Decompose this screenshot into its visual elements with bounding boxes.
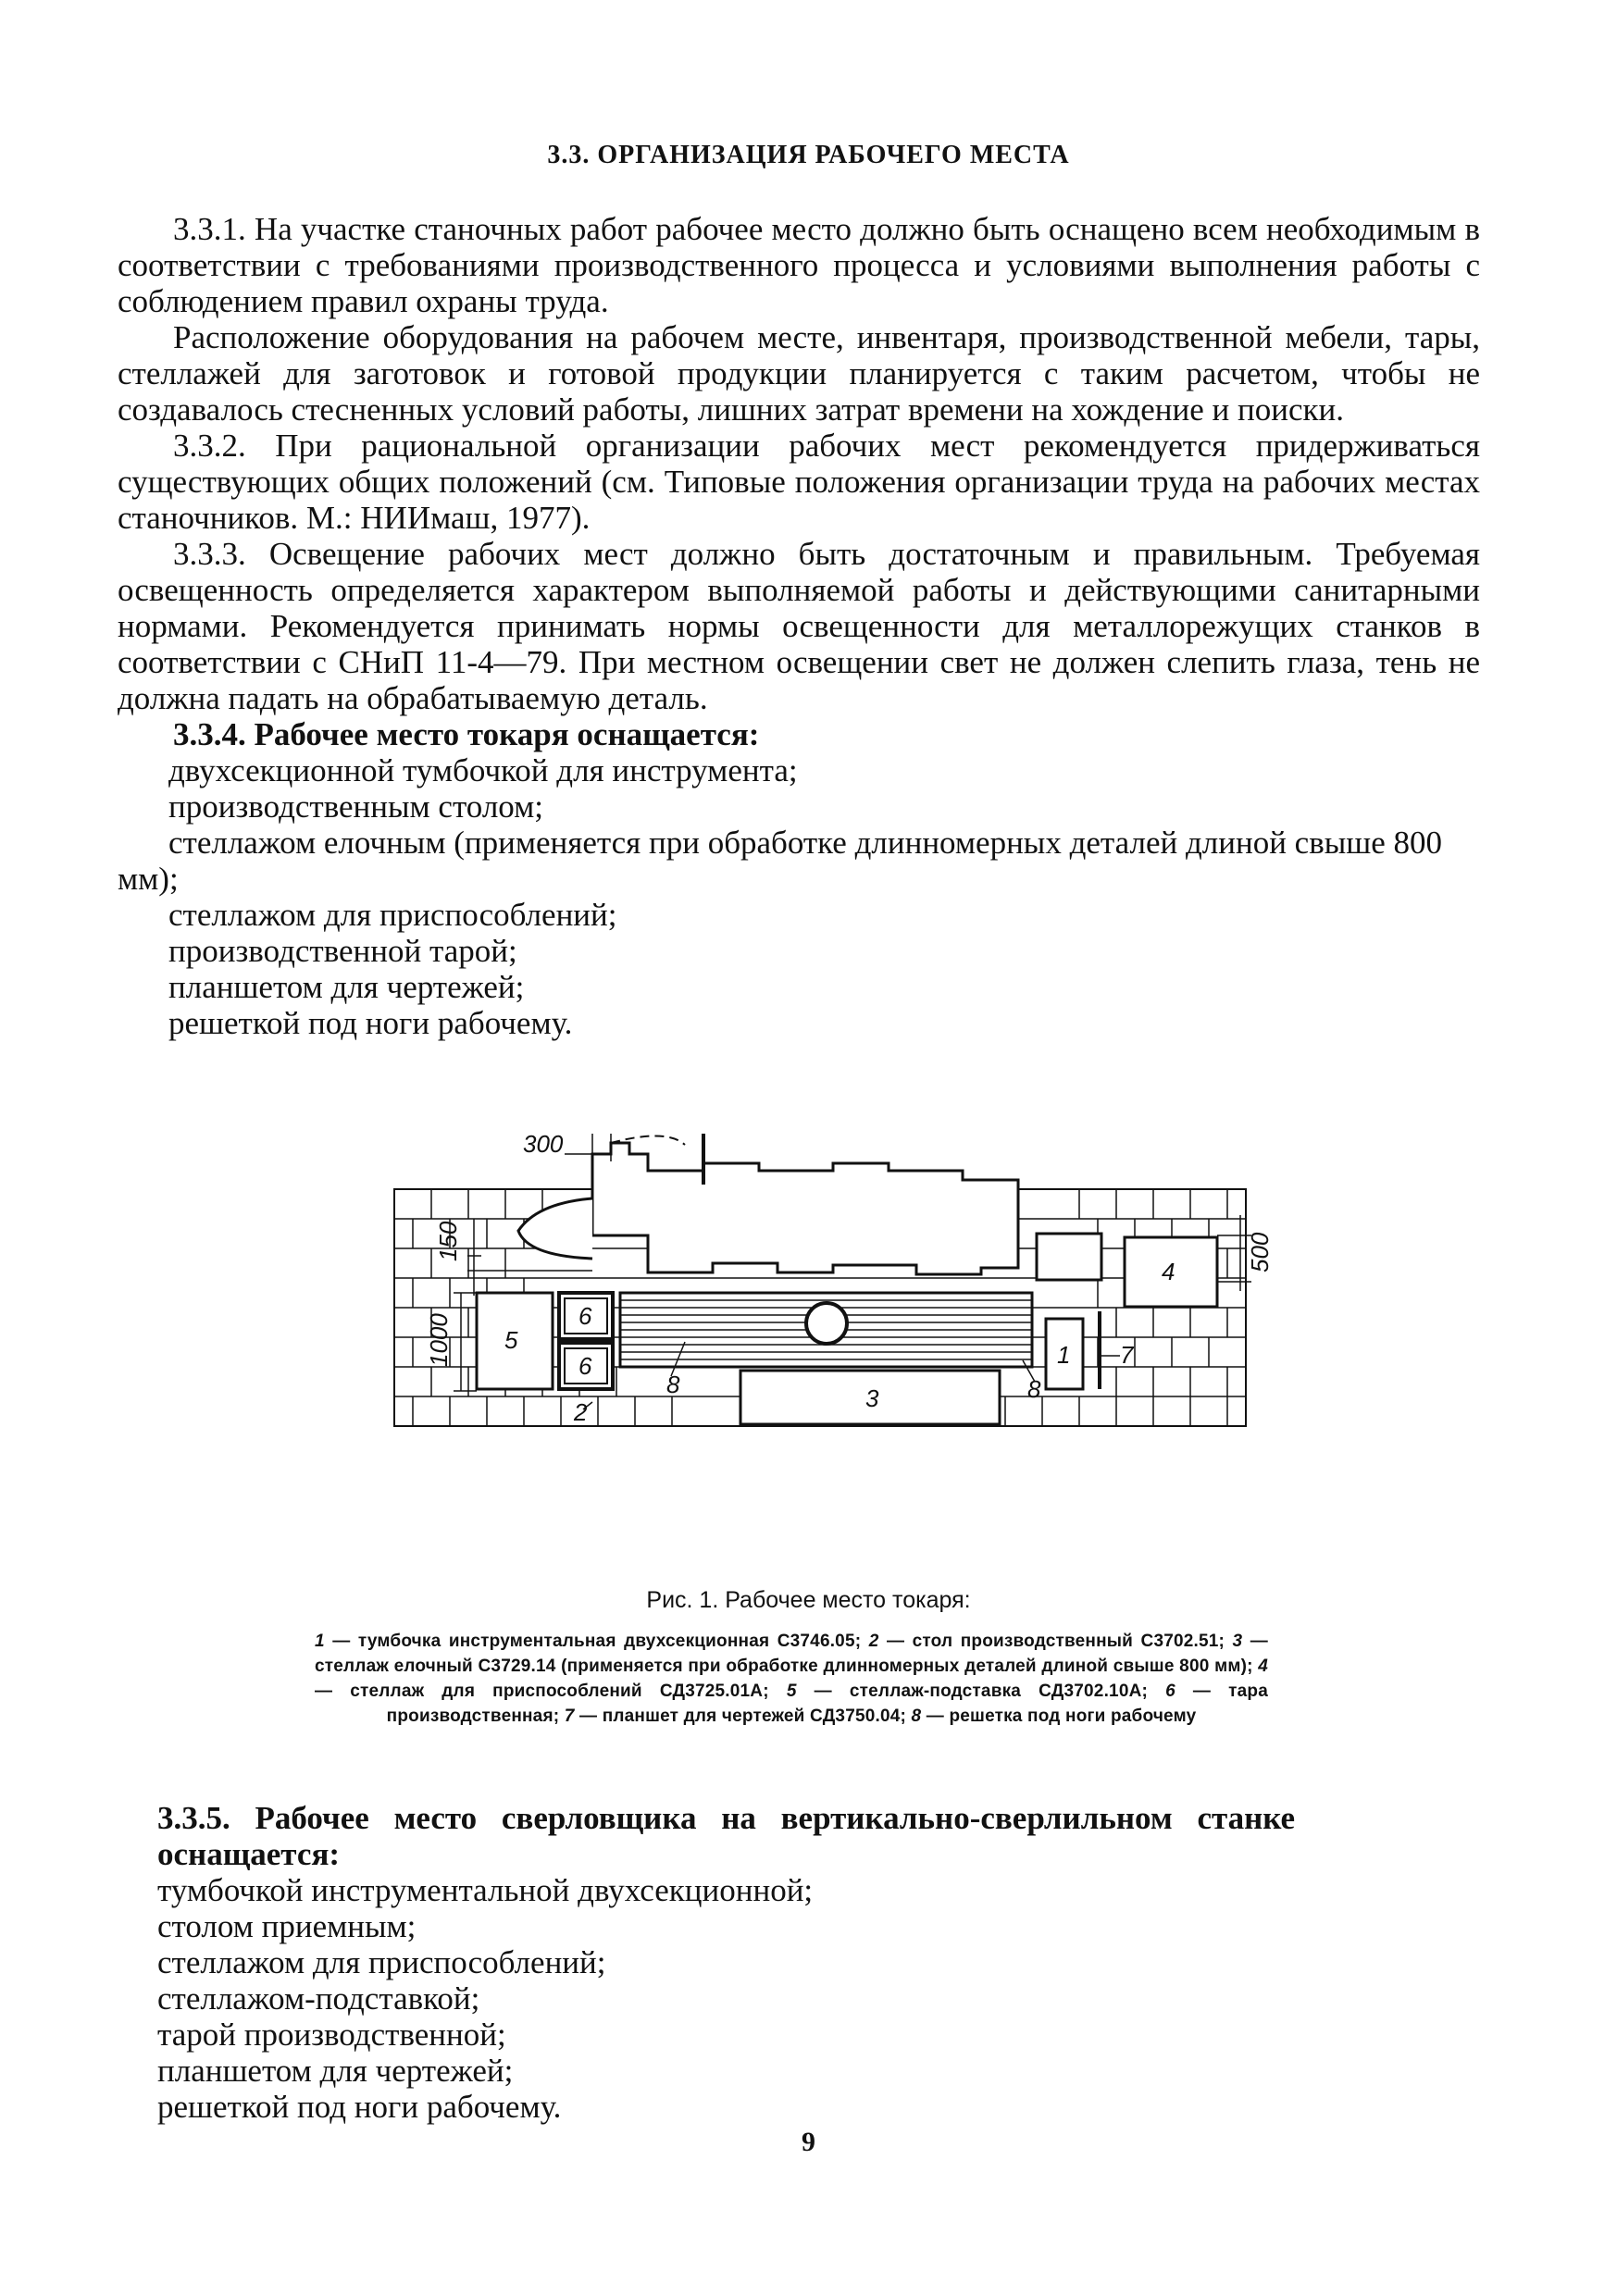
legend-text: — стеллаж-подставка СД3702.10А; xyxy=(796,1682,1166,1701)
paragraph-333: 3.3.3. Освещение рабочих мест должно быть достаточным и правильным. Требуемая освещенность определяется характером выполняемой работы и действующими санитарными нормами. Рекомендуется принимать нормы освещенности для металлорежущих станков в соответствии с СНиП 11-4—79. При местном освещении свет не должен слепить глаза, тень не должна падать на обрабатываемую деталь. xyxy=(118,536,1480,716)
workplace-layout-drawing xyxy=(315,1134,1277,1541)
list-item: решеткой под ноги рабочему. xyxy=(168,1005,573,1041)
list-item: стеллажом елочным (применяется при обработке длинномерных деталей длиной свыше 800 мм); xyxy=(118,825,1442,897)
legend-text: — тара производственная; xyxy=(386,1682,1269,1726)
legend-num: 3 xyxy=(1232,1632,1243,1651)
list-item: стеллажом для приспособлений; xyxy=(157,1944,606,1980)
list-item: производственной тарой; xyxy=(168,933,517,969)
section-334-title-text: 3.3.4. Рабочее место токаря оснащается: xyxy=(173,716,760,752)
section-335 xyxy=(157,1800,1481,2125)
label-8-left: 8 xyxy=(666,1371,680,1398)
legend-text: — стеллаж для приспособлений СД3725.01А; xyxy=(315,1682,787,1701)
legend-num: 7 xyxy=(564,1706,575,1726)
legend-num: 8 xyxy=(911,1706,922,1726)
section-335-title: 3.3.5. Рабочее место сверловщика на вертикально-сверлильном станке оснащается: xyxy=(157,1800,1296,1872)
page-number: 9 xyxy=(802,2127,815,2157)
legend-num: 5 xyxy=(786,1682,797,1701)
legend-text: — планшет для чертежей СД3750.04; xyxy=(574,1706,912,1726)
lathe-motor-block xyxy=(1037,1234,1101,1280)
label-8-right: 8 xyxy=(1027,1375,1041,1403)
legend-num: 4 xyxy=(1258,1657,1268,1676)
lathe-machine xyxy=(592,1143,1018,1274)
legend-text: — стол производственный С3702.51; xyxy=(878,1632,1233,1651)
figure-caption: Рис. 1. Рабочее место токаря: xyxy=(646,1587,971,1613)
paragraph-equipment-layout: Расположение оборудования на рабочем месте, инвентаря, производственной мебели, тары, стеллажей для заготовок и готовой продукции планируется с таким расчетом, чтобы не создавалось стесненных условий работы, лишних затрат времени на хождение и поиски. xyxy=(118,319,1480,428)
label-1: 1 xyxy=(1057,1341,1071,1369)
figure-legend xyxy=(315,1629,1268,1729)
legend-num: 1 xyxy=(315,1632,325,1651)
list-item: тумбочкой инструментальной двухсекционной; xyxy=(157,1872,814,1908)
section-334-title xyxy=(118,716,1480,752)
list-item: планшетом для чертежей; xyxy=(157,2053,514,2089)
list-item: двухсекционной тумбочкой для инструмента; xyxy=(168,752,798,788)
list-item: столом приемным; xyxy=(157,1908,417,1944)
label-6-top: 6 xyxy=(578,1302,592,1330)
dim-1000: 1000 xyxy=(425,1313,453,1367)
label-6-bottom: 6 xyxy=(578,1352,592,1380)
section-heading: 3.3. ОРГАНИЗАЦИЯ РАБОЧЕГО МЕСТА xyxy=(547,141,1070,169)
operator-position xyxy=(806,1303,847,1344)
list-item: стеллажом для приспособлений; xyxy=(168,897,617,933)
main-text xyxy=(118,211,1480,1041)
paragraph-331: 3.3.1. На участке станочных работ рабочее место должно быть оснащено всем необходимым в соответствии с требованиями производственного процесса и условиями выполнения работы с соблюдением правил охраны труда. xyxy=(118,211,1480,319)
dim-500: 500 xyxy=(1246,1232,1274,1272)
legend-text: — тумбочка инструментальная двухсекционная С3746.05; xyxy=(324,1632,869,1651)
list-item: решеткой под ноги рабочему. xyxy=(157,2089,562,2125)
label-3: 3 xyxy=(865,1384,879,1412)
legend-num: 6 xyxy=(1165,1682,1175,1701)
legend-text: — стеллаж елочный С3729.14 (применяется при обработке длинномерных деталей длиной свыше 800 мм); xyxy=(315,1632,1268,1676)
legend-num: 2 xyxy=(868,1632,879,1651)
list-item: стеллажом-подставкой; xyxy=(157,1980,480,2017)
paragraph-332: 3.3.2. При рациональной организации рабочих мест рекомендуется придерживаться существующих общих положений (см. Типовые положения организации труда на рабочих местах станочников. М.: НИИмаш, 1977). xyxy=(118,428,1480,536)
legend-text: — решетка под ноги рабочему xyxy=(921,1706,1197,1726)
workplace-figure xyxy=(315,1134,1277,1541)
list-item: производственным столом; xyxy=(168,788,544,825)
label-7: 7 xyxy=(1120,1341,1134,1369)
label-4: 4 xyxy=(1162,1258,1175,1285)
dim-300: 300 xyxy=(523,1134,564,1158)
list-item: планшетом для чертежей; xyxy=(168,969,525,1005)
label-5: 5 xyxy=(504,1326,518,1354)
list-item: тарой производственной; xyxy=(157,2017,506,2053)
chuck-guard xyxy=(518,1198,592,1259)
label-2: 2 xyxy=(574,1398,588,1426)
dim-150: 150 xyxy=(434,1221,462,1261)
